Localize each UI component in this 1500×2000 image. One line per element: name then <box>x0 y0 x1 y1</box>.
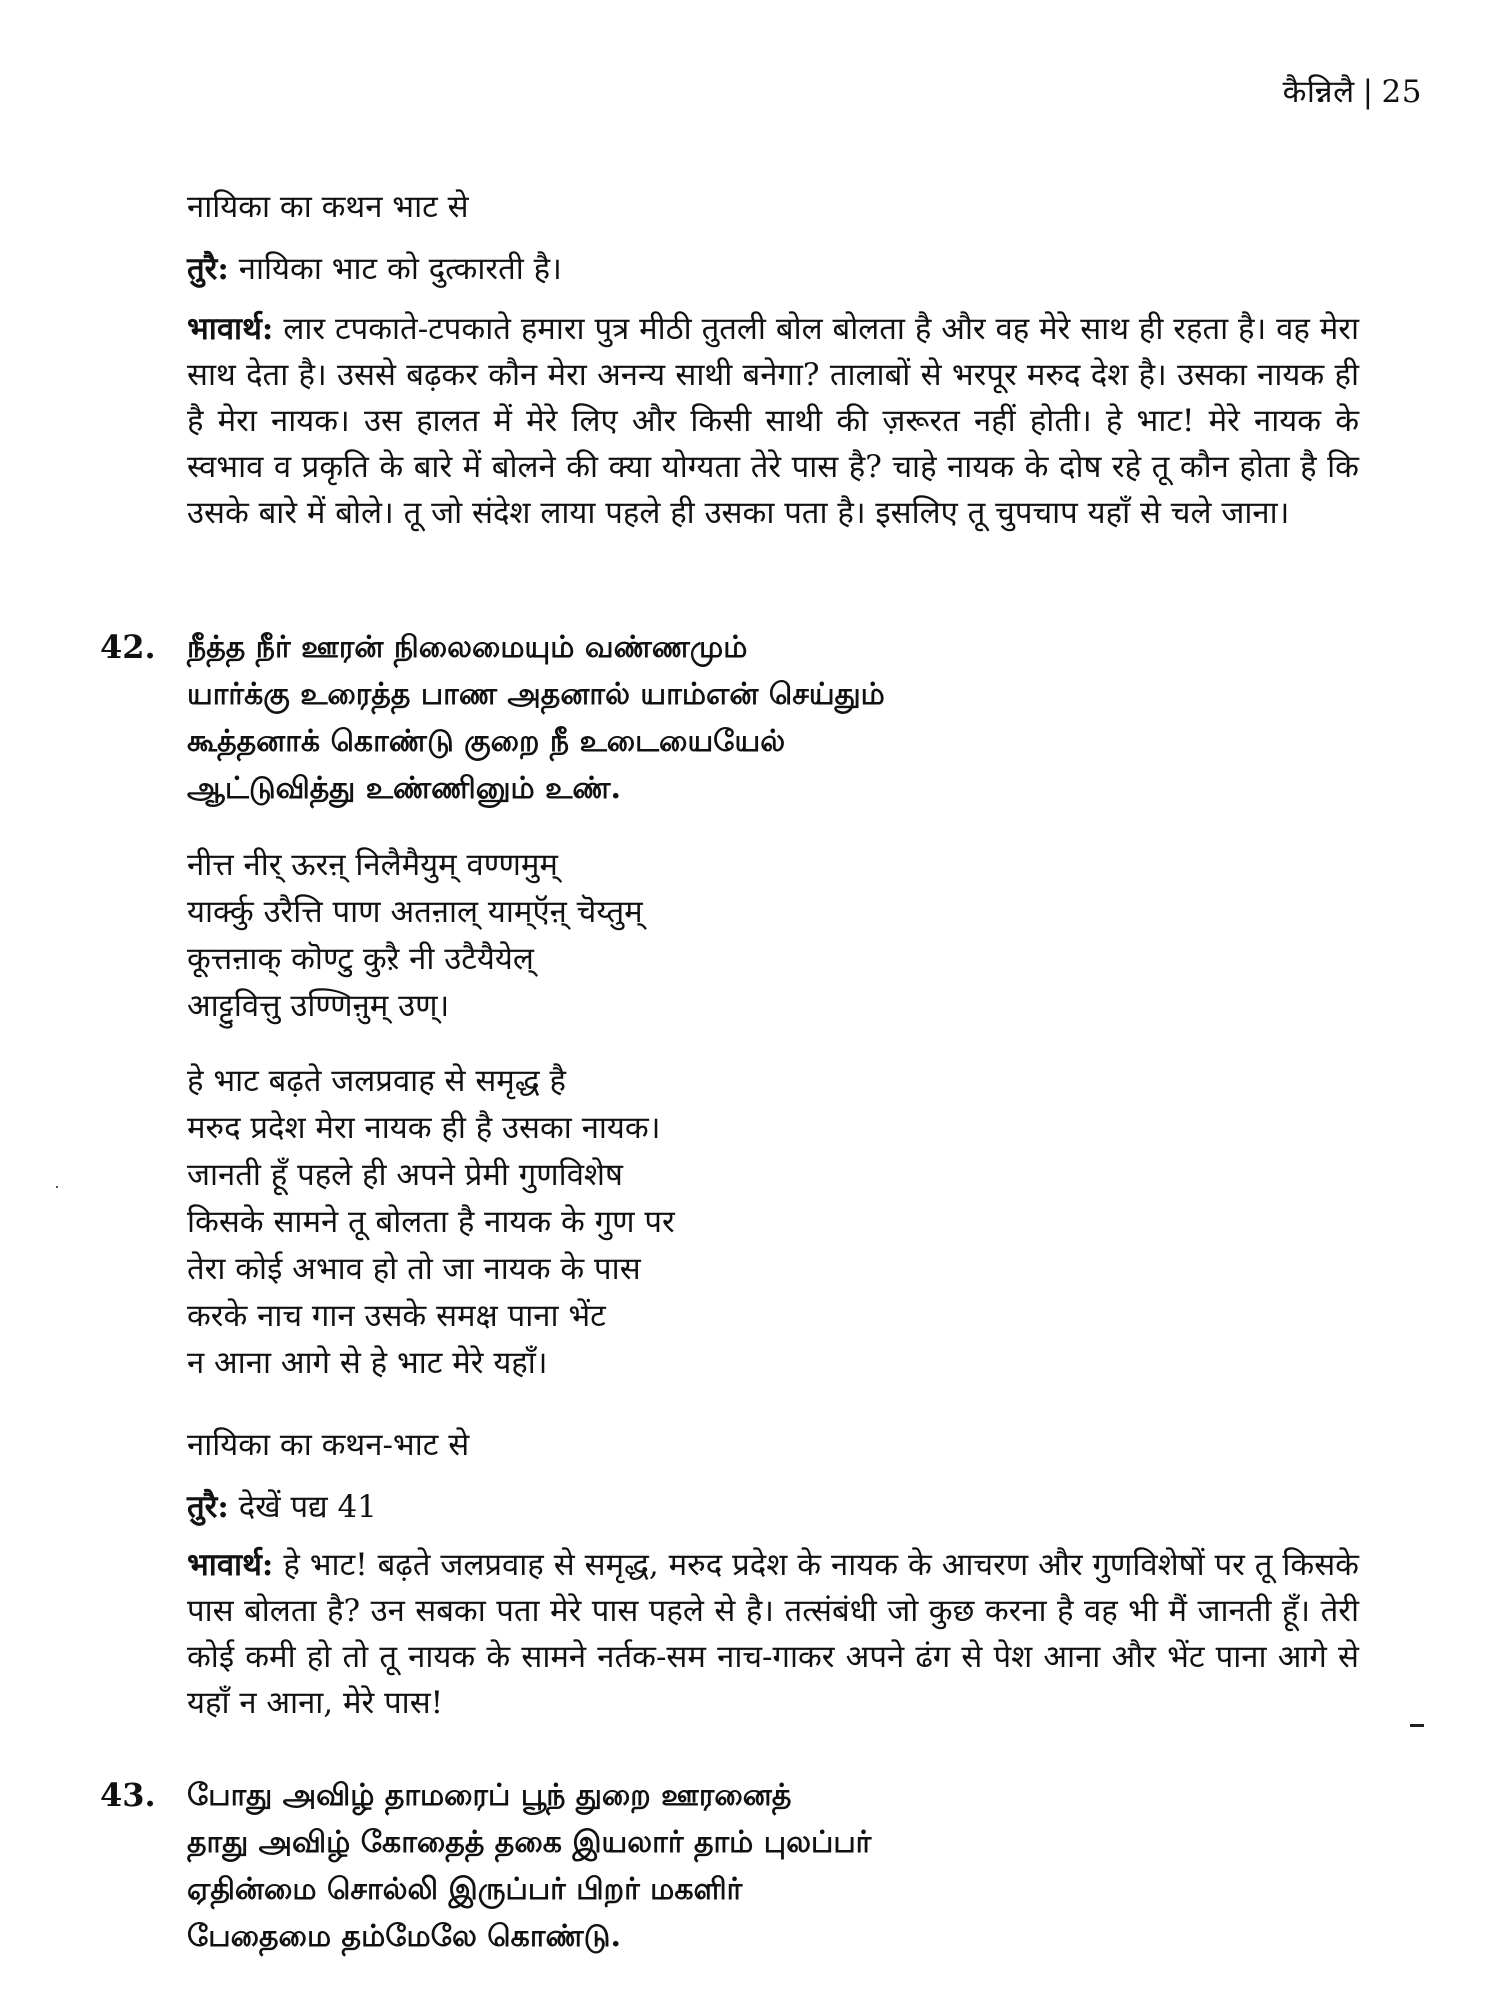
verse42-transliteration <box>187 842 643 1030</box>
turai-label: तुरै: <box>187 251 229 287</box>
tamil-line: போது அவிழ் தாமரைப் பூந் துறை ஊரனைத் <box>187 1778 792 1813</box>
verse42-turai <box>187 1484 1359 1530</box>
stray-mark <box>1410 1724 1424 1727</box>
transliteration-line: नीत्त नीर् ऊरऩ् निलैमैयुम् वण्णमुम् <box>187 847 558 883</box>
page-number: 25 <box>1381 74 1422 110</box>
tamil-line: தாது அவிழ் கோதைத் தகை இயலார் தாம் புலப்பர் <box>187 1825 872 1860</box>
tamil-line: கூத்தனாக் கொண்டு குறை நீ உடையையேல் <box>187 724 786 759</box>
translation-line: न आना आगे से हे भाट मेरे यहाँ। <box>187 1345 548 1381</box>
transliteration-line: कूत्तऩाक् कॊण्टु कुऱै नी उटैयैयेल् <box>187 941 534 977</box>
transliteration-line: आट्टुवित्तु उण्णिऩुम् उण्। <box>187 988 450 1024</box>
bhavarth-label: भावार्थ: <box>187 1547 274 1583</box>
translation-line: करके नाच गान उसके समक्ष पाना भेंट <box>187 1298 606 1334</box>
header-separator: | <box>1362 74 1374 110</box>
bhavarth-label: भावार्थ: <box>187 311 274 347</box>
turai-label: तुरै: <box>187 1489 229 1525</box>
tamil-line: ஏதின்மை சொல்லி இருப்பர் பிறர் மகளிர் <box>187 1872 743 1907</box>
bhavarth-text: लार टपकाते-टपकाते हमारा पुत्र मीठी तुतली बोल बोलता है और वह मेरे साथ ही रहता है। वह मेरा साथ देता है। उससे बढ़कर कौन मेरा अनन्य साथी बनेगा? तालाबों से भरपूर मरुद देश है। उसका नायक ही है मेरा नायक। उस हालत में मेरे लिए और किसी साथी की ज़रूरत नहीं होती। हे भाट! मेरे नायक के स्वभाव व प्रकृति के बारे में बोलने की क्या योग्यता तेरे पास है? चाहे नायक के दोष रहे तू कौन होता है कि उसके बारे में बोले। तू जो संदेश लाया पहले ही उसका पता है। इसलिए तू चुपचाप यहाँ से चले जाना। <box>187 311 1359 531</box>
translation-line: जानती हूँ पहले ही अपने प्रेमी गुणविशेष <box>187 1157 623 1193</box>
verse43-tamil <box>187 1772 871 1960</box>
section41-turai <box>187 246 1359 292</box>
translation-line: मरुद प्रदेश मेरा नायक ही है उसका नायक। <box>187 1110 661 1146</box>
turai-text: नायिका भाट को दुत्कारती है। <box>238 251 562 287</box>
tamil-line: நீத்த நீர் ஊரன் நிலைமையும் வண்ணமும் <box>187 630 748 665</box>
running-header <box>1283 70 1422 112</box>
verse42-bhavarth <box>187 1542 1359 1726</box>
translation-line: हे भाट बढ़ते जलप्रवाह से समृद्ध है <box>187 1063 566 1099</box>
tamil-line: யார்க்கு உரைத்த பாண அதனால் யாம்என் செய்தும் <box>187 677 885 712</box>
verse-number-43: 43. <box>100 1776 156 1814</box>
verse42-tamil <box>187 624 885 812</box>
verse-number-42: 42. <box>100 628 156 666</box>
stray-dot <box>56 1186 58 1188</box>
tamil-line: பேதைமை தம்மேலே கொண்டு. <box>187 1919 621 1954</box>
bhavarth-text: हे भाट! बढ़ते जलप्रवाह से समृद्ध, मरुद प्रदेश के नायक के आचरण और गुणविशेषों पर तू किसके पास बोलता है? उन सबका पता मेरे पास पहले से है। तत्संबंधी जो कुछ करना है वह भी मैं जानती हूँ। तेरी कोई कमी हो तो तू नायक के सामने नर्तक-सम नाच-गाकर अपने ढंग से पेश आना और भेंट पाना आगे से यहाँ न आना, मेरे पास! <box>187 1547 1359 1721</box>
translation-line: तेरा कोई अभाव हो तो जा नायक के पास <box>187 1251 641 1287</box>
section41-speaker: नायिका का कथन भाट से <box>187 189 469 225</box>
tamil-line: ஆட்டுவித்து உண்ணினும் உண். <box>187 771 621 806</box>
verse42-translation <box>187 1058 675 1387</box>
section41-bhavarth <box>187 306 1359 536</box>
transliteration-line: यार्क्कु उरैत्ति पाण अतऩाल् याम्ऍऩ् चॆय्तुम् <box>187 894 643 930</box>
turai-text: देखें पद्य 41 <box>238 1489 377 1525</box>
header-title: कैन्निलै <box>1282 74 1355 110</box>
verse42-speaker: नायिका का कथन-भाट से <box>187 1427 470 1463</box>
translation-line: किसके सामने तू बोलता है नायक के गुण पर <box>187 1204 675 1240</box>
